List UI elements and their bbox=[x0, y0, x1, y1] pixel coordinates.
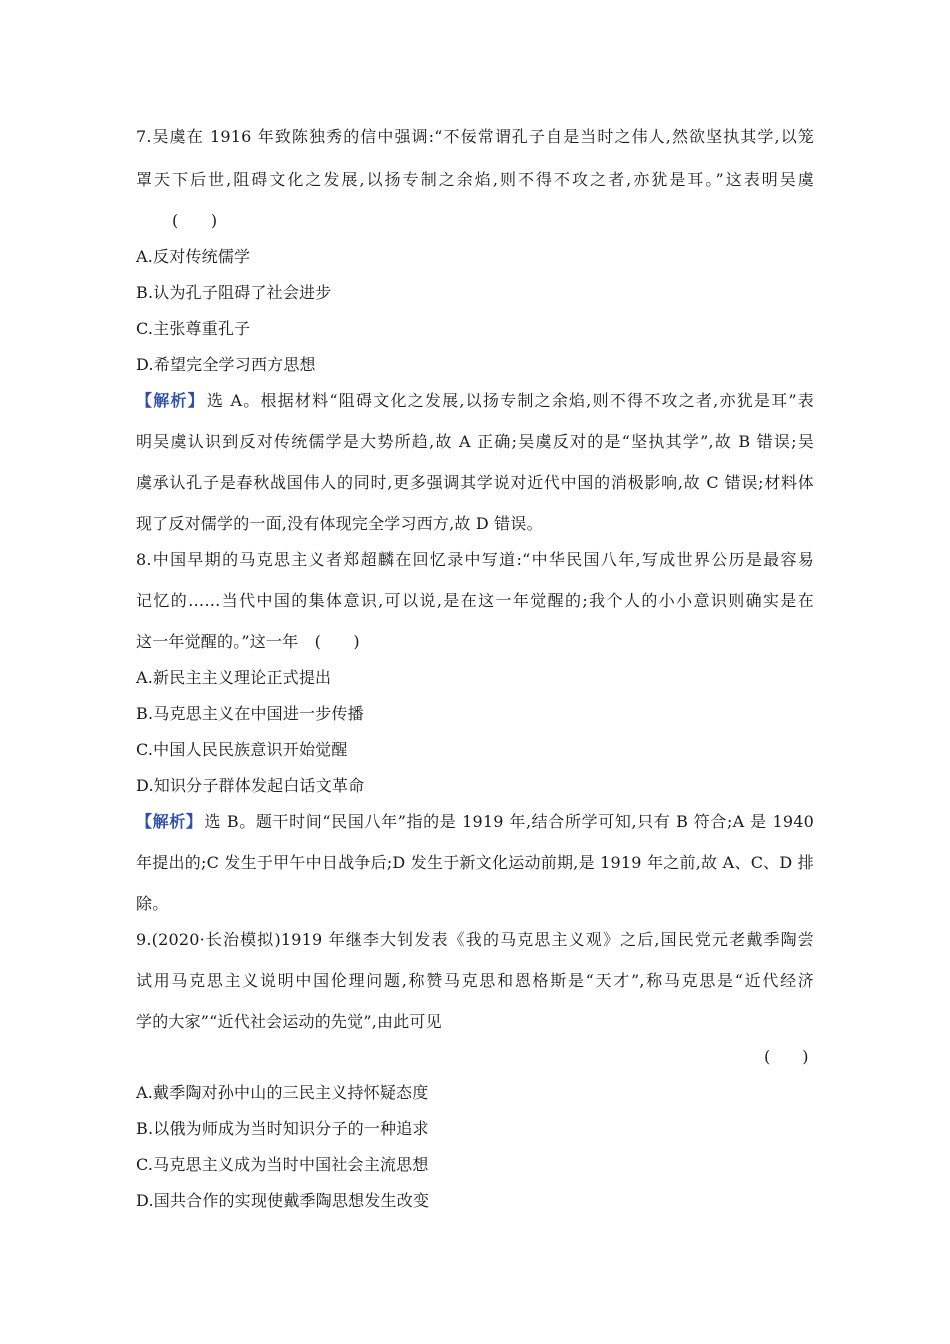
q9-stem-line-1: 9.(2020·长治模拟)1919 年继李大钊发表《我的马克思主义观》之后,国民党元老戴季陶尝 bbox=[136, 930, 814, 949]
q7-option-b: B.认为孔子阻碍了社会进步 bbox=[136, 283, 332, 302]
q8-analysis-text-1: 选 B。题干时间“民国八年”指的是 1919 年,结合所学可知,只有 B 符合;A 是 1940 bbox=[204, 812, 814, 831]
q8-option-d: D.知识分子群体发起白话文革命 bbox=[136, 776, 365, 795]
q7-analysis-line-1 bbox=[136, 391, 814, 411]
q9-stem-line-2: 试用马克思主义说明中国伦理问题,称赞马克思和恩格斯是“天才”,称马克思是“近代经济 bbox=[136, 971, 814, 990]
q7-option-a: A.反对传统儒学 bbox=[136, 247, 251, 266]
q9-option-d: D.国共合作的实现使戴季陶思想发生改变 bbox=[136, 1191, 430, 1210]
q8-stem-line-3: 这一年觉醒的。”这一年 ( ) bbox=[136, 632, 360, 651]
q7-option-c: C.主张尊重孔子 bbox=[136, 319, 251, 338]
q7-stem-line-1: 7.吴虞在 1916 年致陈独秀的信中强调:“不佞常谓孔子自是当时之伟人,然欲坚执其学,以笼 bbox=[136, 127, 814, 146]
q8-analysis-line-1 bbox=[136, 812, 814, 832]
q8-analysis-line-2: 年提出的;C 发生于甲午中日战争后;D 发生于新文化运动前期,是 1919 年之前,故 A、C、D 排 bbox=[136, 853, 814, 872]
q7-analysis-line-2: 明吴虞认识到反对传统儒学是大势所趋,故 A 正确;吴虞反对的是“坚执其学”,故 B 错误;吴 bbox=[136, 432, 814, 451]
q7-analysis-line-3: 虞承认孔子是春秋战国伟人的同时,更多强调其学说对近代中国的消极影响,故 C 错误;材料体 bbox=[136, 473, 814, 492]
q9-stem-line-3: 学的大家”“近代社会运动的先觉”,由此可见 bbox=[136, 1012, 442, 1031]
q9-option-b: B.以俄为师成为当时知识分子的一种追求 bbox=[136, 1119, 429, 1138]
q8-stem-line-1: 8.中国早期的马克思主义者郑超麟在回忆录中写道:“中华民国八年,写成世界公历是最容易 bbox=[136, 550, 814, 569]
q8-option-b: B.马克思主义在中国进一步传播 bbox=[136, 704, 364, 723]
q7-answer-blank: ( ) bbox=[172, 211, 218, 230]
q7-option-d: D.希望完全学习西方思想 bbox=[136, 355, 316, 374]
q9-option-a: A.戴季陶对孙中山的三民主义持怀疑态度 bbox=[136, 1083, 429, 1102]
q9-answer-blank: ( ) bbox=[764, 1047, 809, 1066]
q7-stem-line-2: 罩天下后世,阻碍文化之发展,以扬专制之余焰,则不得不攻之者,亦犹是耳。”这表明吴虞 bbox=[136, 170, 814, 189]
q7-analysis-text-1: 选 A。根据材料“阻碍文化之发展,以扬专制之余焰,则不得不攻之者,亦犹是耳”表 bbox=[206, 391, 814, 410]
q8-stem-line-2: 记忆的……当代中国的集体意识,可以说,是在这一年觉醒的;我个人的小小意识则确实是在 bbox=[136, 591, 814, 610]
q8-analysis-tag: 【解析】 bbox=[136, 812, 203, 831]
q7-analysis-tag: 【解析】 bbox=[136, 391, 205, 410]
q8-analysis-line-3: 除。 bbox=[136, 894, 169, 913]
q9-option-c: C.马克思主义成为当时中国社会主流思想 bbox=[136, 1155, 429, 1174]
q7-analysis-line-4: 现了反对儒学的一面,没有体现完全学习西方,故 D 错误。 bbox=[136, 514, 543, 533]
q8-option-a: A.新民主主义理论正式提出 bbox=[136, 668, 332, 687]
q8-option-c: C.中国人民民族意识开始觉醒 bbox=[136, 740, 348, 759]
